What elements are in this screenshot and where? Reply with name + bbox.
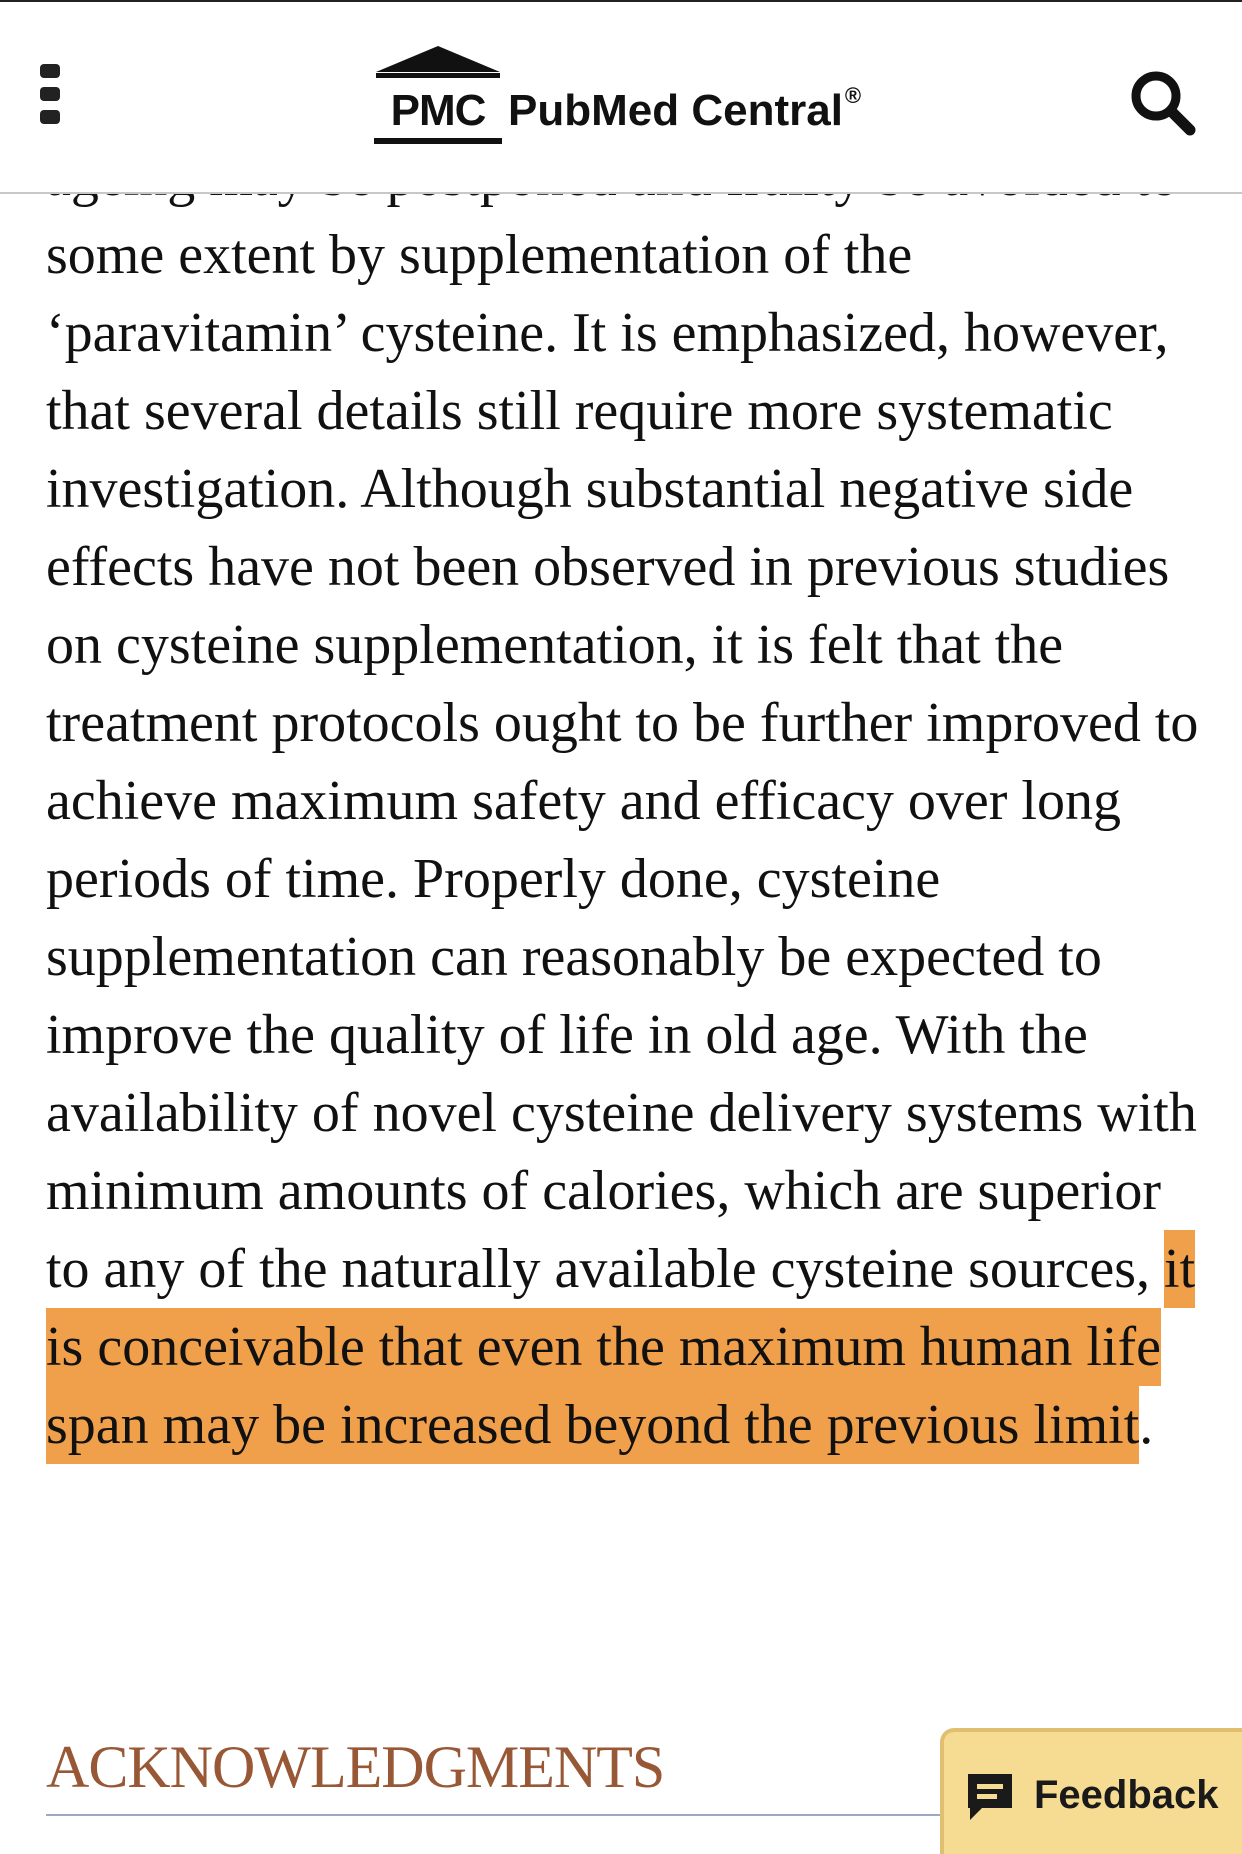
pmc-logo[interactable] xyxy=(372,46,892,146)
registered-mark: ® xyxy=(844,83,862,108)
logo-name xyxy=(508,83,862,136)
search-icon[interactable] xyxy=(1128,68,1198,138)
logo-underline xyxy=(374,138,502,144)
logo-abbreviation: PMC xyxy=(390,86,486,135)
feedback-button[interactable] xyxy=(940,1728,1242,1854)
highlighted-text[interactable]: it is conceivable that even the maximum human life span may be increased beyond the previous limit xyxy=(46,1230,1195,1464)
article-body xyxy=(46,138,1206,1464)
paragraph-end: . xyxy=(1139,1394,1154,1456)
top-header xyxy=(0,0,1242,194)
paragraph-text: some extent by supplementation of the ‘paravitamin’ cysteine. It is emphasized, however, that several details still require more systematic investigation. Although substantial negative side effects have not been observed in previous studies on cysteine supplementation, it is felt that the treatment protocols ought to be further improved to achieve maximum safety and efficacy over long periods of time. Properly done, cysteine supplementation can reasonably be expected to improve the quality of life in old age. With the availability of novel cysteine delivery systems with minimum amounts of calories, which are superior to any of the naturally available cysteine sources, xyxy=(46,224,1199,1300)
chat-bubble-icon xyxy=(962,1768,1018,1824)
acknowledgments-heading: ACKNOWLEDGMENTS xyxy=(46,1734,665,1800)
article-paragraph xyxy=(46,138,1206,1464)
feedback-label: Feedback xyxy=(1034,1773,1219,1817)
logo-roof-icon xyxy=(374,46,502,78)
kebab-menu-icon[interactable] xyxy=(40,64,64,124)
logo-name-text: PubMed Central xyxy=(508,86,843,135)
